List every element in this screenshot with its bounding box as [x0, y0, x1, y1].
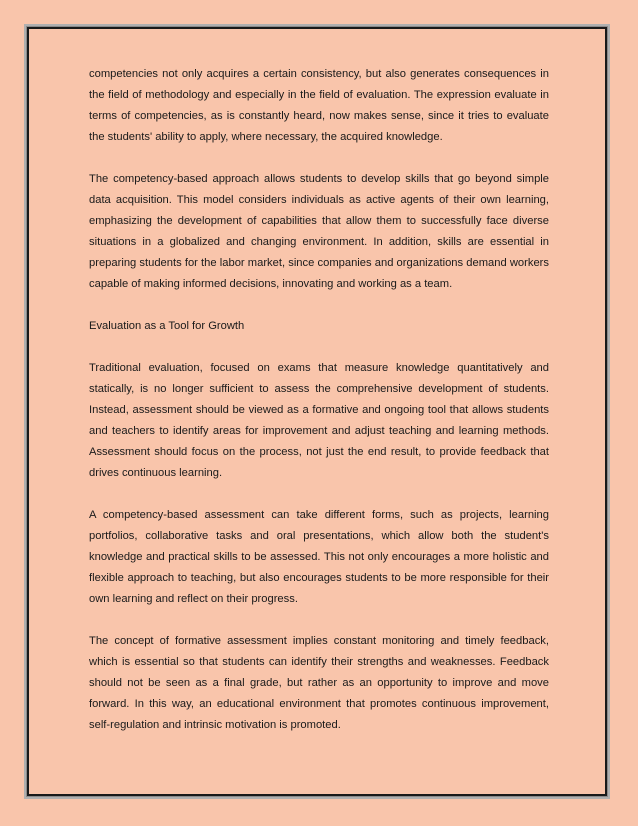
section-heading: Evaluation as a Tool for Growth: [89, 320, 245, 332]
paragraph-assessment-forms: A competency-based assessment can take different forms, such as projects, learning portfolios, collaborative tasks and oral presentations, which allow both the student's knowledge and practical skills to be assessed. This not only encourages a more holistic and flexible approach to teaching, but also encourages students to be more responsible for their own learning and reflect on their progress.: [89, 509, 549, 605]
paragraph-formative-assessment: The concept of formative assessment implies constant monitoring and timely feedback, which is essential so that students can identify their strengths and weaknesses. Feedback should not be seen as a final grade, but rather as an opportunity to improve and move forward. In this way, an educational environment that promotes continuous improvement, self-regulation and intrinsic motivation is promoted.: [89, 635, 549, 731]
paragraph-traditional-evaluation: Traditional evaluation, focused on exams that measure knowledge quantitatively and statically, is no longer sufficient to assess the comprehensive development of students. Instead, assessment should be viewed as a formative and ongoing tool that allows students and teachers to identify areas for improvement and adjust teaching and learning methods. Assessment should focus on the process, not just the end result, to provide feedback that drives continuous learning.: [89, 362, 549, 479]
paragraph-competencies-evaluation: competencies not only acquires a certain consistency, but also generates consequences in the field of methodology and especially in the field of evaluation. The expression evaluate in terms of competencies, as is constantly heard, now makes sense, since it tries to evaluate the students' ability to apply, where necessary, the acquired knowledge.: [89, 68, 549, 143]
paragraph-competency-approach: The competency-based approach allows students to develop skills that go beyond simple data acquisition. This model considers individuals as active agents of their own learning, emphasizing the development of capabilities that allow them to successfully face diverse situations in a globalized and changing environment. In addition, skills are essential in preparing students for the labor market, since companies and organizations demand workers capable of making informed decisions, innovating and working as a team.: [89, 173, 549, 290]
document-body: [89, 64, 549, 757]
